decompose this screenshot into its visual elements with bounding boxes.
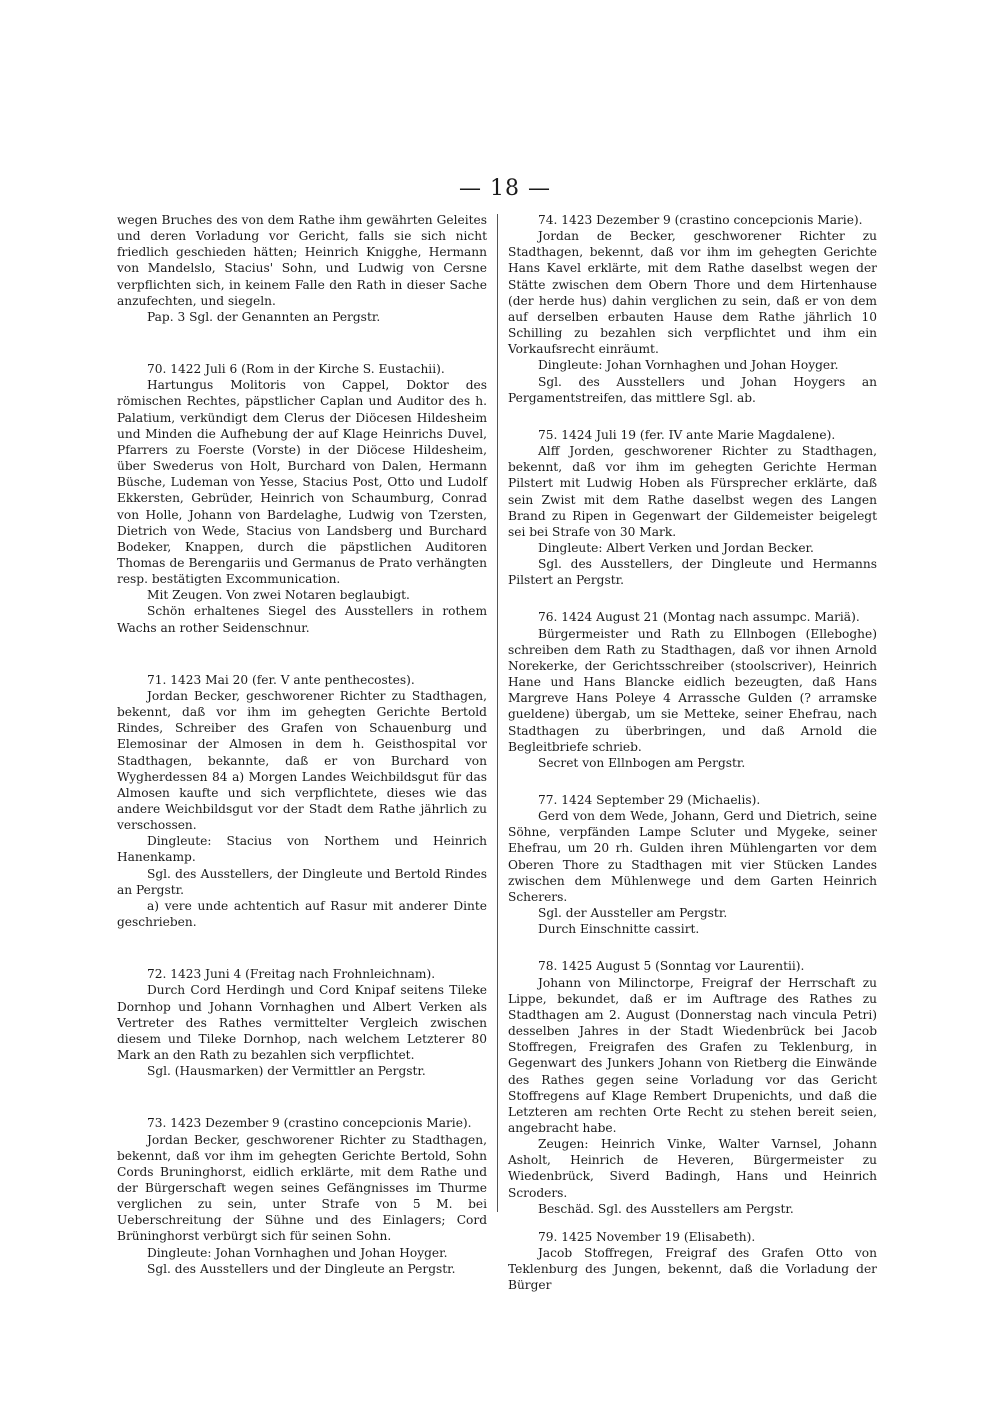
entry-78 xyxy=(508,958,877,1217)
entry-heading: 70. 1422 Juli 6 (Rom in der Kirche S. Eustachii). xyxy=(147,362,445,377)
entry-continuation xyxy=(117,212,487,325)
entry-text: Bürgermeister und Rath zu Ellnbogen (Elleboghe) schreiben dem Rath zu Stadthagen, daß vor ihnen Arnold Norekerke, der Gerichtsschreiber (stoolscriver), Heinrich Hane und Hans Blancke eidlich bezeugten, daß Hans Margreve Hans Poleye 4 Arrassche Gulden (? arramske gueldene) übergab, um sie Metteke, seiner Ehefrau, nach Stadthagen zu überbringen, und daß Arnold die Begleitbriefe schrieb. xyxy=(508,626,877,754)
entry-text: Johann von Milinctorpe, Freigraf der Herrschaft zu Lippe, bekundet, daß er im Auftrage des Rathes zu Stadthagen am 2. August (Donnerstag nach vincula Petri) desselben Jahres in der Stadt Wiedenbrück bei Jacob Stoffregen, Freigrafen des Grafen zu Teklenburg, in Gegenwart des Junkers Johann von Rietberg die Einwände des Rathes gegen seine Vorladung vor das Gericht Stoffregens auf Klage Rembert Drupenichts, und daß die Letzteren am rechten Orte Recht zu stehen bereit seien, angebracht habe. xyxy=(508,975,877,1135)
witness-note: Zeugen: Heinrich Vinke, Walter Varnsel, Johann Asholt, Heinrich de Heveren, Bürgermeister zu Wiedenbrück, Siverd Badingh, Hans und Heinrich Scroders. xyxy=(508,1137,877,1200)
entry-heading: 76. 1424 August 21 (Montag nach assumpc. Mariä). xyxy=(538,610,860,625)
entry-79 xyxy=(508,1229,877,1294)
entry-text: Alff Jorden, geschworener Richter zu Stadthagen, bekennt, daß vor ihm im gehegten Gerichte Herman Pilstert mit Ludwig Hoben als Fürsprecher erklärte, daß sein Zwist mit dem Rathe daselbst wegen des Langen Brand zu Ripen in Gegenwart der Gildemeister beigelegt sei bei Strafe von 30 Mark. xyxy=(508,444,877,539)
entry-text: Hartungus Molitoris von Cappel, Doktor des römischen Rechtes, päpstlicher Caplan und Auditor des h. Palatium, verkündigt dem Clerus der Diöcesen Hildesheim und Minden die Aufhebung der auf Klage Heinrichs Duvel, Pfarrers zu Foerste (Vorste) in der Diöcese Hildesheim, über Swederus von Holt, Burchard von Dalen, Hermann Büsche, Ludeman von Yesse, Stacius Post, Otto und Ludolf Ekkersten, Gebrüder, Heinrich von Schaumburg, Conrad von Holle, Johann von Bardelaghe, Ludwig von Tzersten, Dietrich von Wede, Stacius von Landsberg und Burchard Bodeker, Knappen, durch die päpstlichen Auditoren Thomas de Berengariis und Germanus de Prato verhängten resp. bestätigten Excommunication. xyxy=(117,378,487,587)
entry-74 xyxy=(508,212,877,406)
page-number: — 18 — xyxy=(459,176,551,201)
entry-text: Jacob Stoffregen, Freigraf des Grafen Otto von Teklenburg des Jungen, bekennt, daß die Vorladung der Bürger xyxy=(508,1246,877,1293)
entry-heading: 75. 1424 Juli 19 (fer. IV ante Marie Magdalene). xyxy=(538,427,836,442)
seal-note: Beschäd. Sgl. des Ausstellers am Pergstr. xyxy=(538,1201,794,1216)
seal-note: Sgl. (Hausmarken) der Vermittler an Pergstr. xyxy=(147,1064,426,1079)
entry-77 xyxy=(508,792,877,937)
entry-70 xyxy=(117,361,487,636)
entry-text: wegen Bruches des von dem Rathe ihm gewährten Geleites und deren Vorladung vor Gericht, falls sie sich nicht friedlich geschieden hätten; Heinrich Knigghe, Hermann von Mandelslo, Stacius' Sohn, und Ludwig von Cersne verpflichten sich, in keinem Falle den Rath in dieser Sache anzufechten, und siegeln. xyxy=(117,213,487,308)
entry-heading: 74. 1423 Dezember 9 (crastino concepcionis Marie). xyxy=(538,213,863,227)
entry-73 xyxy=(117,1115,487,1277)
entry-76 xyxy=(508,609,877,771)
entry-heading: 78. 1425 August 5 (Sonntag vor Laurentii). xyxy=(538,959,805,974)
seal-note: Pap. 3 Sgl. der Genannten an Pergstr. xyxy=(147,309,381,324)
entry-heading: 79. 1425 November 19 (Elisabeth). xyxy=(538,1229,756,1244)
entry-text: Gerd von dem Wede, Johann, Gerd und Dietrich, seine Söhne, verpfänden Lampe Scluter und Mygeke, seiner Ehefrau, um 20 rh. Gulden ihren Mühlengarten vor dem Oberen Thore zu Stadthagen mit vier Stücken Landes zwischen dem Mühlenwege und dem Garten Heinrich Scherers. xyxy=(508,809,877,904)
dingleute-note: Dingleute: Johan Vornhaghen und Johan Hoyger. xyxy=(538,358,839,373)
left-column xyxy=(117,212,487,1277)
entry-text: Jordan Becker, geschworener Richter zu Stadthagen, bekennt, daß vor ihm im gehegten Gerichte Bertold, Sohn Cords Bruninghorst, eidlich erklärte, mit dem Rathe und der Bürgerschaft wegen seines Gefängnisses im Thurme verglichen zu sein, unter Strafe von 5 M. bei Ueberschreitung der Sühne und des Einlagers; Cord Brüninghorst verbürgt sich für seinen Sohn. xyxy=(117,1132,487,1244)
footnote: a) vere unde achtentich auf Rasur mit anderer Dinte geschrieben. xyxy=(117,898,487,930)
column-divider xyxy=(497,214,498,1212)
seal-note: Schön erhaltenes Siegel des Ausstellers in rothem Wachs an rother Seidenschnur. xyxy=(117,604,487,635)
witness-note: Mit Zeugen. Von zwei Notaren beglaubigt. xyxy=(147,588,410,603)
entry-72 xyxy=(117,966,487,1079)
right-column xyxy=(508,212,877,1294)
seal-note: Sgl. des Ausstellers und Johan Hoygers an Pergamentstreifen, das mittlere Sgl. ab. xyxy=(508,374,877,405)
entry-text: Jordan Becker, geschworener Richter zu Stadthagen, bekennt, daß vor ihm im gehegten Gerichte Bertold Rindes, Schreiber des Grafen von Schauenburg und Elemosinar der Almosen in dem h. Geisthospital vor Stadthagen, bekannte, daß er von Burchard von Wygherdessen 84 a) Morgen Landes Weichbildsgut für das Almosen kaufte und sich verpflichtete, dieses wie das andere Weichbildsgut vor der Stadt dem Rathe jährlich zu verschossen. xyxy=(117,688,487,833)
entry-heading: 77. 1424 September 29 (Michaelis). xyxy=(538,793,761,807)
seal-note: Sgl. der Aussteller am Pergstr. xyxy=(538,906,728,921)
dingleute-note: Dingleute: Albert Verken und Jordan Becker. xyxy=(538,540,814,555)
entry-text: Durch Cord Herdingh und Cord Knipaf seitens Tileke Dornhop und Johann Vornhaghen und Albert Verken als Vertreter des Rathes vermittelter Vergleich zwischen diesem und Tileke Dornhop, nach welchem Letzterer 80 Mark an den Rath zu bezahlen sich verpflichtet. xyxy=(117,983,487,1063)
dingleute-note: Dingleute: Johan Vornhaghen und Johan Hoyger. xyxy=(147,1245,448,1260)
entry-75 xyxy=(508,427,877,589)
seal-note: Secret von Ellnbogen am Pergstr. xyxy=(538,755,746,770)
cancellation-note: Durch Einschnitte cassirt. xyxy=(538,922,700,937)
seal-note: Sgl. des Ausstellers, der Dingleute und Bertold Rindes an Pergstr. xyxy=(117,866,487,897)
entry-heading: 72. 1423 Juni 4 (Freitag nach Frohnleichnam). xyxy=(147,967,436,982)
entry-heading: 71. 1423 Mai 20 (fer. V ante penthecostes). xyxy=(147,672,415,687)
seal-note: Sgl. des Ausstellers, der Dingleute und Hermanns Pilstert an Pergstr. xyxy=(508,557,877,588)
dingleute-note: Dingleute: Stacius von Northem und Heinrich Hanenkamp. xyxy=(117,834,487,865)
entry-text: Jordan de Becker, geschworener Richter zu Stadthagen, bekennt, daß vor ihm im gehegten Gerichte Hans Kavel erklärte, mit dem Rathe daselbst wegen der Stätte zwischen dem Obern Thore und dem Hirtenhause (der herde hus) dahin verglichen zu sein, daß er von dem auf derselben erbauten Hause dem Rathe jährlich 10 Schilling zu bezahlen sich verpflichtet und ihm ein Vorkaufsrecht einräumt. xyxy=(508,229,877,357)
entry-heading: 73. 1423 Dezember 9 (crastino concepcionis Marie). xyxy=(147,1116,472,1131)
entry-71 xyxy=(117,672,487,931)
seal-note: Sgl. des Ausstellers und der Dingleute an Pergstr. xyxy=(147,1261,456,1276)
